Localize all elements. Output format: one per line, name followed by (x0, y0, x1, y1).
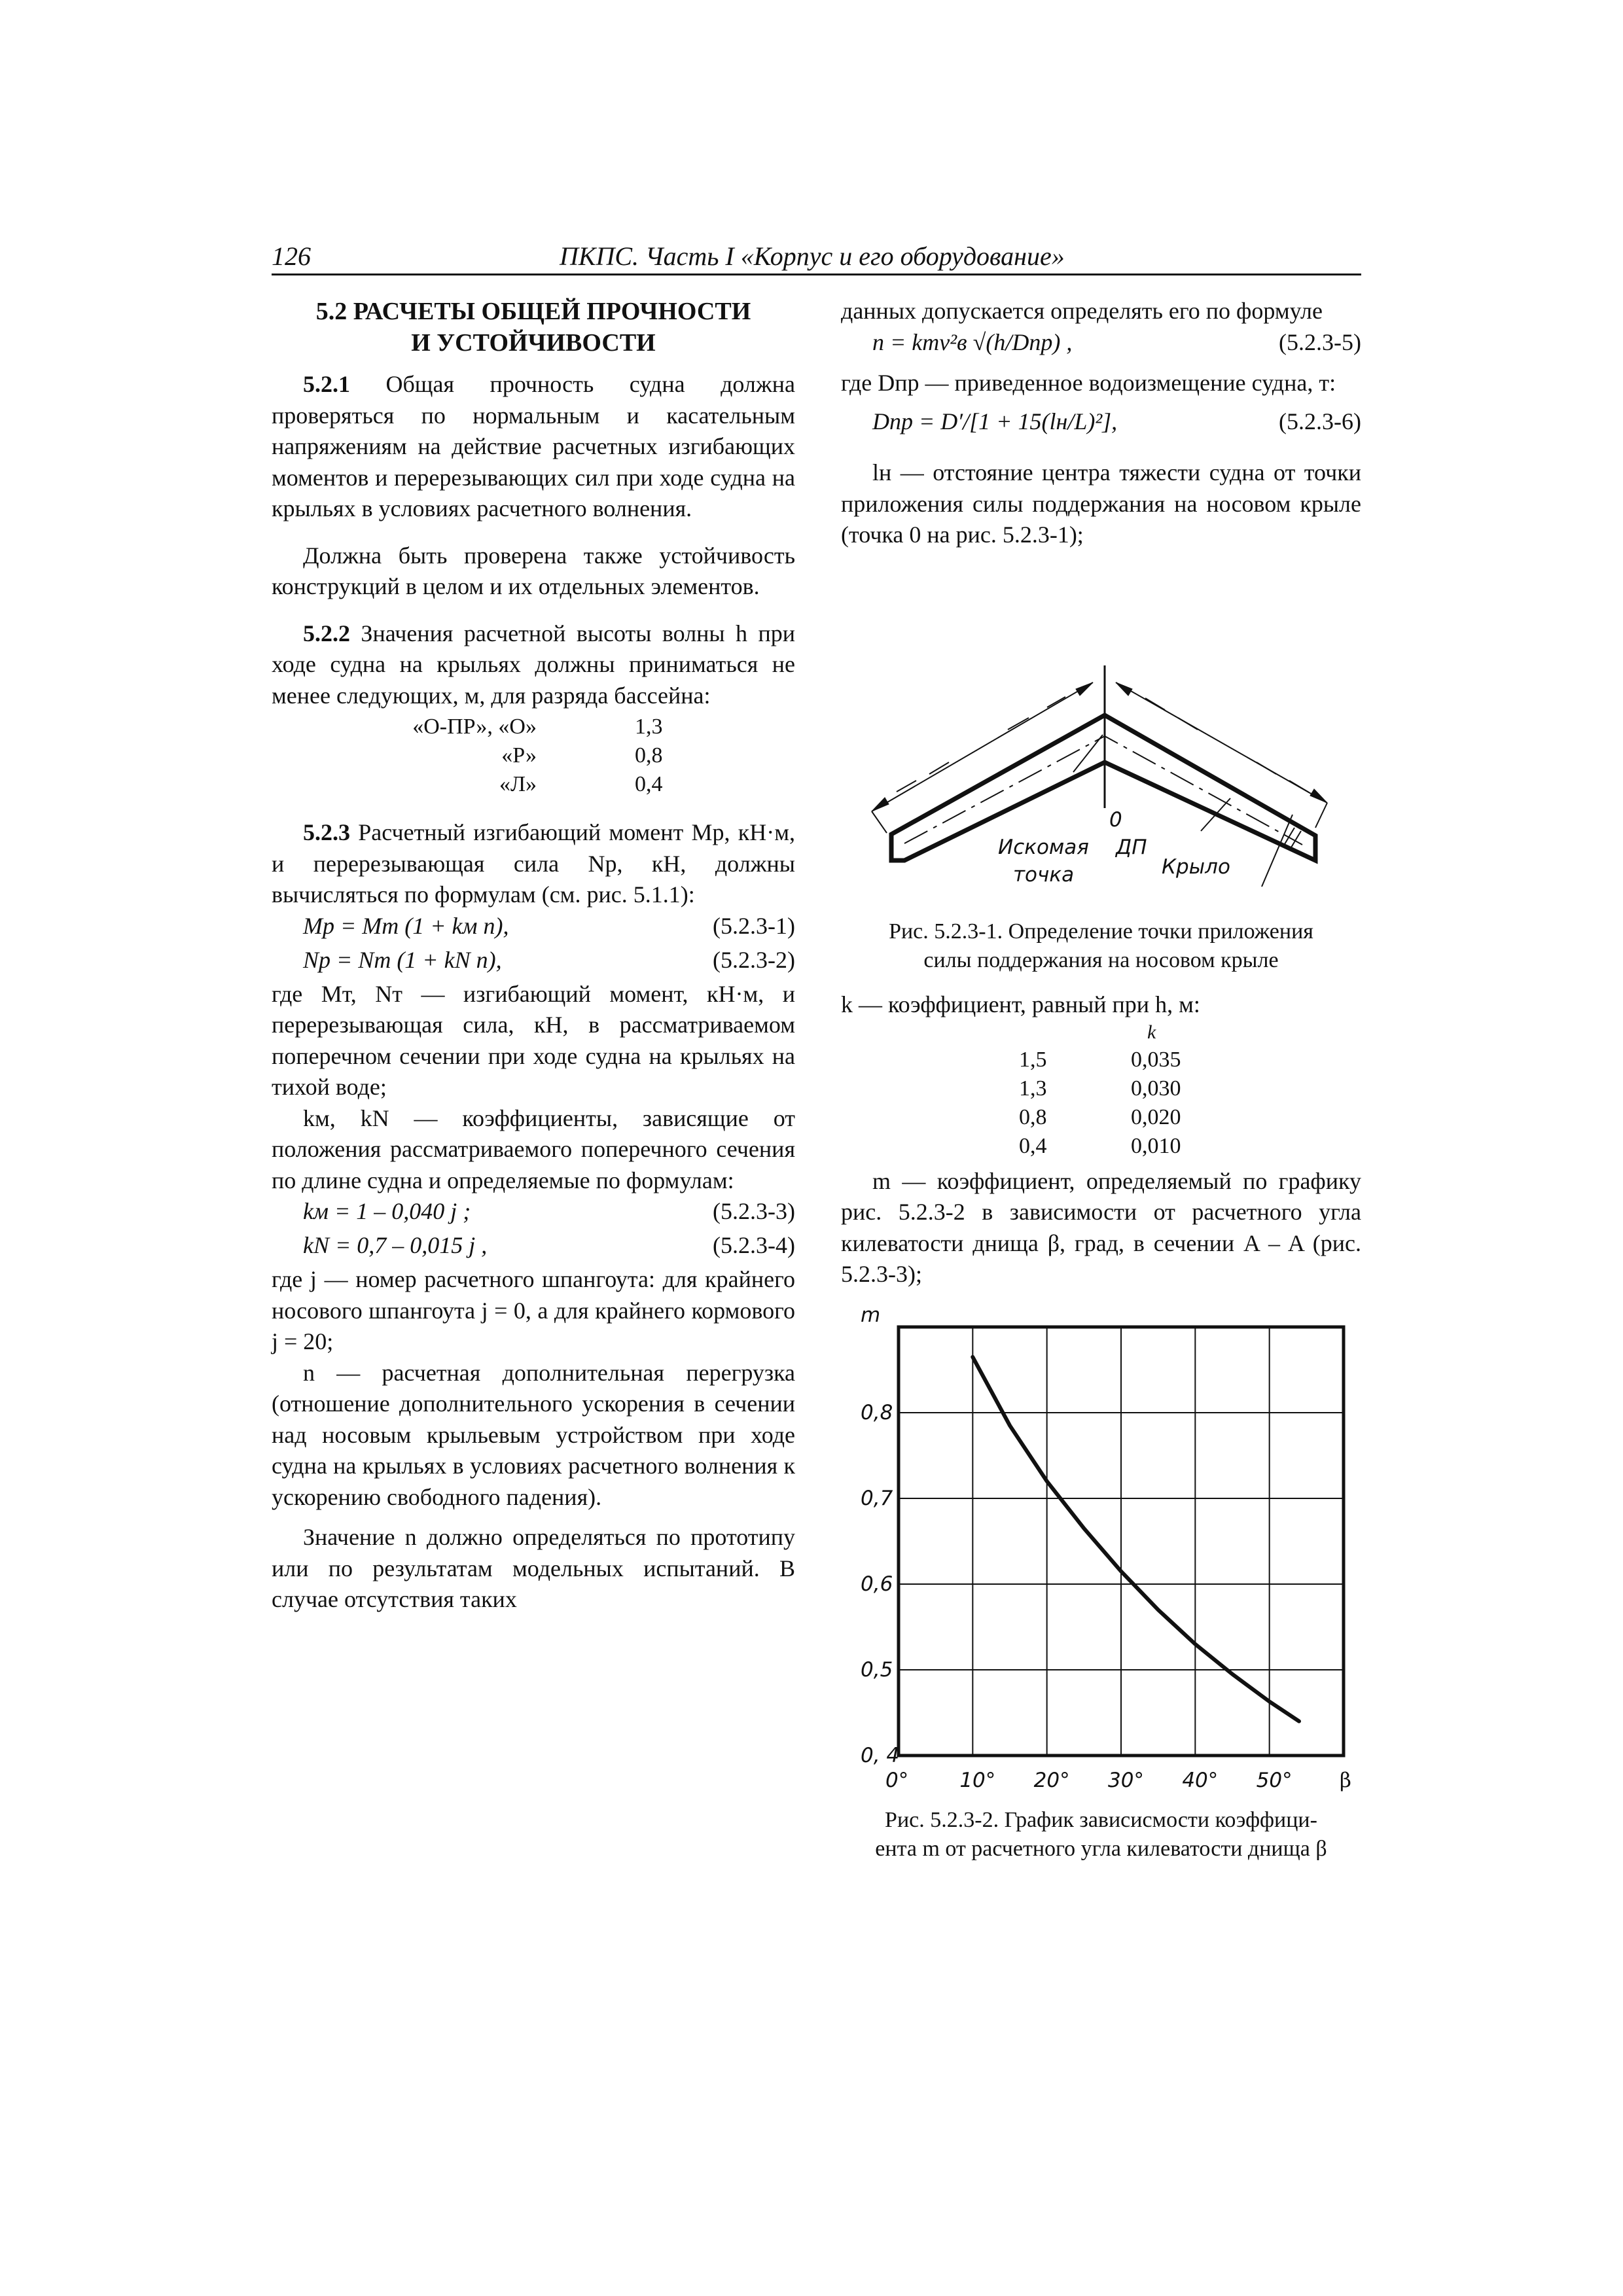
paragraph-n-value: Значение n должно определяться по прототипу или по результатам модельных испытаний. В случае отсутствия таких (272, 1524, 795, 1612)
m-text: m — коэффициент, определяемый по графику рис. 5.2.3-2 в зависимости от расчетного угла килеватости днища β, град, в сечении A – A (рис. 5.2.3-3); (841, 1167, 1361, 1287)
wave-height-value: 0,8 (635, 743, 663, 768)
clause-number: 5.2.3 (303, 819, 350, 845)
formula-5-2-3-2 (272, 945, 795, 979)
paragraph-5-2-2 (272, 618, 795, 712)
formula-5-2-3-5 (841, 327, 1361, 368)
k-value: 0,020 (1131, 1104, 1181, 1129)
basin-label: «О-ПР», «О» (412, 715, 537, 739)
paragraph-stability: Должна быть проверена также устойчивость конструкций в целом и их отдельных элементов. (272, 542, 795, 599)
page-number: 126 (272, 241, 311, 271)
wave-height-value: 1,3 (635, 715, 663, 739)
m-curve (972, 1357, 1299, 1722)
dp-label: ДП (1116, 836, 1147, 859)
y-tick-label: 0,7 (861, 1487, 893, 1510)
caption-line: силы поддержания на носовом крыле (923, 948, 1279, 972)
formula-5-2-3-3 (272, 1196, 795, 1230)
formula-number: (5.2.3-1) (713, 912, 795, 939)
k-row (841, 1044, 1361, 1073)
right-column (841, 296, 1361, 551)
y-tick-label: 0,6 (861, 1572, 893, 1596)
k-row (841, 1102, 1361, 1131)
k-row (841, 1073, 1361, 1102)
m-beta-chart (841, 1307, 1361, 1792)
formula-text: Mр = Mт (1 + kм n), (303, 912, 509, 939)
running-header (272, 241, 1361, 275)
running-title: ПКПС. Часть I «Корпус и его оборудование» (560, 241, 1065, 271)
where-n: n — расчетная дополнительная перегрузка (отношение дополнительного ускорения в сечении над носовым крыльевым устройством при ходе судна на крыльях в условиях расчетного волнения к ускорению свободного падения). (272, 1359, 795, 1510)
formula-number: (5.2.3-3) (713, 1198, 795, 1224)
y-tick-label: 0,8 (861, 1401, 893, 1424)
left-column (272, 296, 795, 1616)
k-value: 0,010 (1131, 1133, 1181, 1158)
where-j: где j — номер расчетного шпангоута: для крайнего носового шпангоута j = 0, а для крайнего кормового j = 20; (272, 1266, 795, 1354)
k-value: 0,030 (1131, 1076, 1181, 1101)
basin-row (272, 740, 795, 769)
clause-text: Расчетный изгибающий момент Mр, кН·м, и перерезывающая сила Nр, кН, должны вычисляться по формулам (см. рис. 5.1.1): (272, 819, 795, 908)
where-km-kn: kм, kN — коэффициенты, зависящие от положения рассматриваемого поперечного сечения по длине судна и определяемые по формулам: (272, 1104, 795, 1193)
formula-text: kм = 1 – 0,040 j ; (303, 1198, 471, 1224)
k-table (841, 1021, 1361, 1166)
clause-text: Значения расчетной высоты волны h при ходе судна на крыльях должны приниматься не менее следующих, м, для разряда бассейна: (272, 620, 795, 709)
formula-number: (5.2.3-2) (713, 946, 795, 973)
k-column-header: k (1147, 1021, 1156, 1043)
clause-text: Общая прочность судна должна проверяться по нормальным и касательным напряжениям на действие расчетных изгибающих моментов и перерезывающих сил при ходе судна на крыльях в условиях расчетного волнения. (272, 371, 795, 521)
paragraph-5-2-1 (272, 369, 795, 525)
where-mt-nt: где Mт, Nт — изгибающий момент, кН·м, и перерезывающая сила, кН, в рассматриваемом поперечном сечении при ходе судна на крыльях на тихой воде; (272, 980, 795, 1100)
caption-line: Рис. 5.2.3-2. График зависисмости коэффици- (885, 1808, 1317, 1832)
x-tick-label: 50° (1256, 1769, 1293, 1792)
formula-5-2-3-4 (272, 1230, 795, 1264)
basin-row (272, 711, 795, 740)
h-value: 0,4 (1019, 1133, 1047, 1158)
basin-table (272, 711, 795, 802)
basin-label: «Л» (499, 772, 537, 796)
x-tick-label: 40° (1182, 1769, 1219, 1792)
formula-text: Nр = Nт (1 + kN n), (303, 946, 502, 973)
x-tick-label: 20° (1033, 1769, 1070, 1792)
wave-height-value: 0,4 (635, 772, 663, 796)
where-ln: lн — отстояние центра тяжести судна от точки приложения силы поддержания на носовом крыле (точка 0 на рис. 5.2.3-1); (841, 459, 1361, 548)
wing-label: Крыло (1162, 855, 1230, 879)
formula-text: n = kmv²в √(h/Dпр) , (872, 328, 1073, 355)
figure-caption-1 (841, 917, 1361, 975)
caption-line: Рис. 5.2.3-1. Определение точки приложения (889, 919, 1313, 944)
clause-number: 5.2.2 (303, 620, 350, 646)
formula-number: (5.2.3-5) (1279, 328, 1361, 355)
y-tick-label: 0, 4 (861, 1744, 900, 1767)
y-tick-label: 0,5 (861, 1658, 893, 1682)
point-label-2: точка (1013, 863, 1075, 887)
formula-text: kN = 0,7 – 0,015 j , (303, 1232, 488, 1258)
paragraph-5-2-3 (272, 817, 795, 911)
x-tick-label: 10° (959, 1769, 996, 1792)
h-value: 0,8 (1019, 1104, 1047, 1129)
x-axis-label: β (1340, 1769, 1351, 1792)
k-intro: k — коэффициент, равный при h, м: (841, 991, 1200, 1017)
point-label-1: Искомая (998, 836, 1089, 859)
formula-number: (5.2.3-4) (713, 1232, 795, 1258)
point-o-label: 0 (1109, 808, 1122, 832)
formula-5-2-3-1 (272, 911, 795, 945)
caption-line: ента m от расчетного угла килеватости днища β (875, 1837, 1327, 1861)
h-value: 1,5 (1019, 1047, 1047, 1072)
formula-5-2-3-6 (841, 406, 1361, 457)
y-axis-label: m (861, 1307, 881, 1327)
pointer-line (1201, 798, 1230, 831)
k-value: 0,035 (1131, 1047, 1181, 1072)
clause-number: 5.2.1 (303, 371, 350, 397)
k-table-header (841, 1021, 1361, 1044)
formula-text: Dпр = D′/[1 + 15(lн/L)²], (872, 408, 1118, 434)
right-column-lower (841, 989, 1361, 1290)
heading-line-2: И УСТОЙЧИВОСТИ (411, 329, 656, 357)
formula-number: (5.2.3-6) (1279, 408, 1361, 434)
heading-line-1: 5.2 РАСЧЕТЫ ОБЩЕЙ ПРОЧНОСТИ (315, 298, 751, 325)
basin-label: «Р» (501, 743, 537, 768)
k-row (841, 1131, 1361, 1159)
paragraph-continued: данных допускается определять его по формуле (841, 298, 1323, 324)
where-dpr: где Dпр — приведенное водоизмещение судна, т: (841, 369, 1336, 396)
basin-row (272, 769, 795, 798)
dimension-line-left (872, 682, 1093, 811)
h-value: 1,3 (1019, 1076, 1047, 1101)
wing-diagram (857, 664, 1329, 906)
figure-caption-2 (841, 1806, 1361, 1863)
x-tick-label: 0° (885, 1769, 909, 1792)
section-heading (272, 296, 795, 359)
x-tick-label: 30° (1108, 1769, 1144, 1792)
